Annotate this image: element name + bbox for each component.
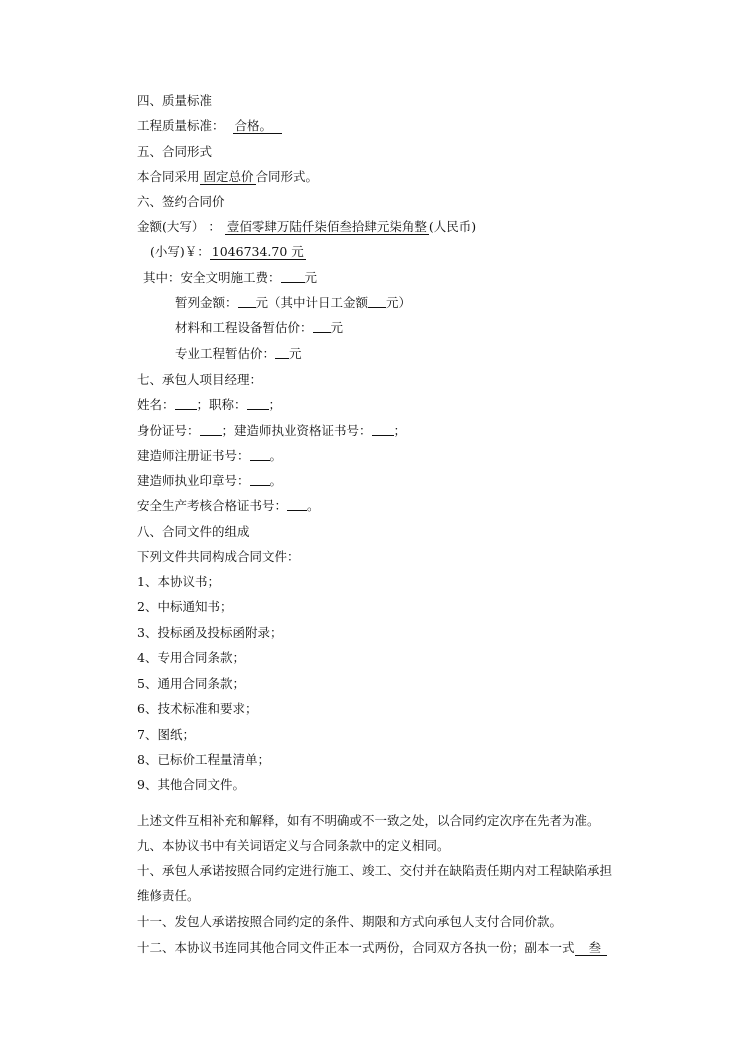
- id-blank: [200, 423, 222, 436]
- registration-end: 。: [269, 448, 283, 463]
- doc-item-6: 6、技术标准和要求；: [137, 701, 258, 716]
- materials-label: 材料和工程设备暂估价：: [175, 320, 313, 335]
- doc-item-1: 1、本协议书；: [137, 574, 220, 589]
- copies-value: 叁: [575, 941, 608, 956]
- id-cert-end: ；: [393, 423, 407, 438]
- provisional-mid: 元（其中计日工金额: [255, 295, 369, 310]
- amount-upper-currency: (人民币): [428, 219, 477, 234]
- docs-intro: 下列文件共同构成合同文件：: [137, 549, 300, 564]
- precedence-paragraph: 上述文件互相补充和解释，如有不明确或不一致之处，以合同约定次序在先者为准。: [137, 813, 600, 828]
- special-unit: 元: [289, 346, 302, 361]
- amount-upper-line: [137, 219, 476, 235]
- safety-fee-unit: 元: [304, 270, 318, 285]
- section-10-line-2: 维修责任。: [137, 888, 200, 903]
- provisional-blank: [238, 295, 256, 308]
- name-label: 姓名：: [137, 397, 175, 412]
- safety-cert-end: 。: [307, 498, 320, 513]
- id-label: 身份证号：: [137, 423, 200, 438]
- seal-end: 。: [269, 473, 283, 488]
- materials-line: [175, 320, 343, 336]
- contract-form-value: 固定总价: [200, 170, 256, 185]
- safety-fee-blank: [281, 270, 305, 283]
- name-title-line: [137, 397, 281, 413]
- amount-upper-label: 金额(大写） ：: [137, 219, 221, 234]
- contract-form-post: 合同形式。: [255, 169, 319, 184]
- daywork-blank: [368, 295, 386, 308]
- doc-item-2: 2、中标通知书；: [137, 599, 233, 614]
- section-6-heading: 六、签约合同价: [137, 194, 225, 209]
- title-label: ；职称：: [196, 397, 247, 412]
- contract-form-line: [137, 169, 318, 185]
- section-12-text: 十二、本协议书连同其他合同文件正本一式两份，合同双方各执一份；副本一式: [137, 940, 575, 955]
- doc-item-7: 7、图纸；: [137, 727, 195, 742]
- title-blank: [247, 397, 269, 410]
- quality-value: 合格。: [233, 119, 283, 134]
- doc-item-5: 5、通用合同条款；: [137, 676, 245, 691]
- section-7-heading: 七、承包人项目经理：: [137, 372, 263, 387]
- section-8-heading: 八、合同文件的组成: [137, 524, 250, 539]
- safety-fee-label: 其中：安全文明施工费：: [143, 270, 281, 285]
- section-4-heading: 四、质量标准: [137, 93, 213, 108]
- section-11-paragraph: 十一、发包人承诺按照合同约定的条件、期限和方式向承包人支付合同价款。: [137, 914, 563, 929]
- quality-label: 工程质量标准：: [137, 118, 225, 133]
- provisional-end: 元）: [386, 295, 412, 310]
- doc-item-3: 3、投标函及投标函附录；: [137, 625, 283, 640]
- seal-line: [137, 473, 282, 489]
- section-5-heading: 五、合同形式: [137, 144, 213, 159]
- special-blank: [275, 346, 289, 359]
- amount-upper-value: 壹佰零肆万陆仟柒佰叁拾肆元柒角整: [226, 219, 427, 234]
- cert-label: ；建造师执业资格证书号：: [221, 423, 372, 438]
- name-title-end: ；: [268, 397, 282, 412]
- provisional-label: 暂列金额：: [175, 295, 238, 310]
- safety-fee-line: [143, 270, 317, 286]
- amount-lower-label: (小写)￥：: [150, 244, 210, 259]
- cert-blank: [372, 423, 394, 436]
- registration-line: [137, 448, 282, 464]
- special-works-line: [175, 346, 302, 362]
- amount-lower-line: [150, 244, 306, 260]
- doc-item-9: 9、其他合同文件。: [137, 777, 245, 792]
- id-cert-line: [137, 423, 406, 439]
- special-label: 专业工程暂估价：: [175, 346, 276, 361]
- provisional-sum-line: [175, 295, 411, 311]
- materials-unit: 元: [330, 320, 344, 335]
- amount-lower-value: 1046734.70 元: [211, 244, 304, 259]
- safety-cert-blank: [287, 498, 307, 511]
- quality-standard-line: [137, 118, 282, 134]
- section-9-paragraph: 九、本协议书中有关词语定义与合同条款中的定义相同。: [137, 838, 450, 853]
- doc-item-4: 4、专用合同条款；: [137, 650, 245, 665]
- doc-item-8: 8、已标价工程量清单；: [137, 752, 270, 767]
- seal-label: 建造师执业印章号：: [137, 473, 250, 488]
- registration-label: 建造师注册证书号：: [137, 448, 250, 463]
- safety-cert-label: 安全生产考核合格证书号：: [137, 498, 288, 513]
- name-blank: [175, 397, 197, 410]
- safety-cert-line: [137, 498, 320, 514]
- materials-blank: [313, 320, 331, 333]
- contract-form-pre: 本合同采用: [137, 169, 200, 184]
- registration-blank: [250, 448, 270, 461]
- section-12-line: [137, 940, 607, 956]
- section-10-line-1: 十、承包人承诺按照合同约定进行施工、竣工、交付并在缺陷责任期内对工程缺陷承担: [137, 863, 613, 878]
- seal-blank: [250, 473, 270, 486]
